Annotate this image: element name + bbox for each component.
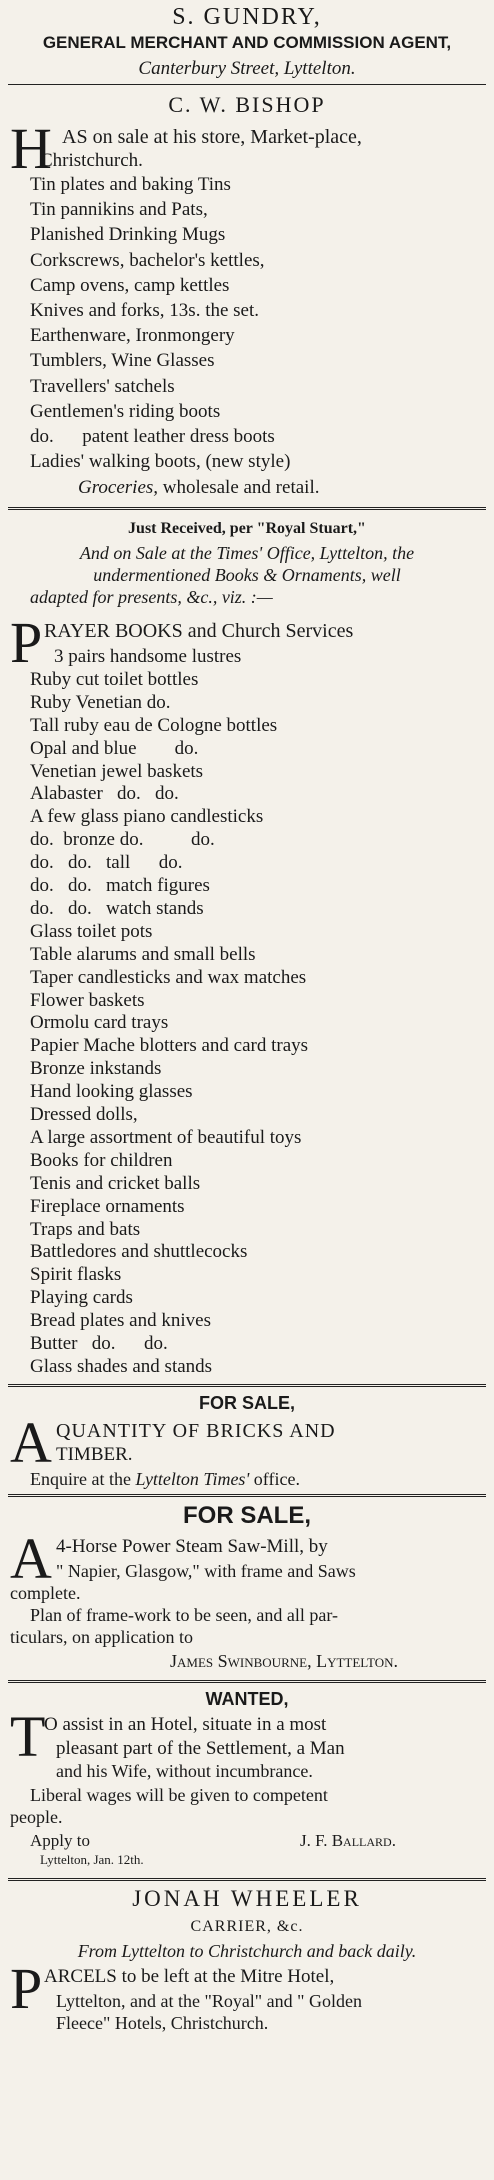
bricks-heading: FOR SALE, — [198, 1393, 295, 1413]
bishop-groceries — [78, 477, 319, 499]
list-item: Camp ovens, camp kettles — [30, 274, 230, 296]
sawmill-line-3: complete. — [10, 1583, 81, 1603]
list-item: Planished Drinking Mugs — [30, 224, 226, 246]
list-item: Knives and forks, 13s. the set. — [30, 300, 260, 321]
divider — [8, 1494, 486, 1497]
list-item: Traps and bats — [30, 1218, 141, 1240]
list-item: Gentlemen's riding boots — [30, 400, 221, 422]
list-item: Table alarums and small bells — [30, 943, 256, 965]
list-item: Tenis and cricket balls — [30, 1172, 201, 1194]
list-item: Books for children — [30, 1149, 173, 1171]
divider — [8, 1680, 486, 1683]
wheeler-route: From Lyttelton to Christchurch and back daily. — [77, 1941, 417, 1961]
list-item: do. do. watch stands — [30, 897, 204, 919]
bricks-line-1: QUANTITY OF BRICKS AND — [56, 1420, 336, 1442]
list-item: Tin pannikins and Pats, — [30, 199, 208, 221]
groceries-rest: wholesale and retail. — [158, 477, 320, 498]
enquire-post: office. — [249, 1469, 300, 1489]
groceries-italic: Groceries, — [78, 477, 159, 498]
sawmill-line-4: Plan of frame-work to be seen, and all par- — [30, 1605, 339, 1625]
list-item: Dressed dolls, — [30, 1104, 138, 1125]
list-item: Ruby Venetian do. — [30, 691, 171, 713]
royal-stuart-intro-1: And on Sale at the Times' Office, Lyttelton, the — [79, 543, 415, 563]
list-item: Taper candlesticks and wax matches — [30, 966, 307, 988]
list-item: Flower baskets — [30, 989, 145, 1011]
list-item: Bronze inkstands — [30, 1058, 162, 1080]
list-item: Butter do. do. — [30, 1333, 168, 1354]
wanted-line-2: pleasant part of the Settlement, a Man — [56, 1738, 345, 1759]
wanted-line-4: Liberal wages will be given to competent — [30, 1785, 328, 1805]
list-item: A large assortment of beautiful toys — [30, 1126, 302, 1148]
list-item: Glass shades and stands — [30, 1355, 213, 1377]
list-item: Bread plates and knives — [30, 1310, 211, 1332]
wanted-signature: J. F. Ballard. — [300, 1831, 396, 1850]
list-item: Opal and blue do. — [30, 737, 199, 759]
divider — [8, 1878, 486, 1881]
royal-stuart-intro-2: undermentioned Books & Ornaments, well — [93, 565, 401, 585]
list-item: Tin plates and baking Tins — [30, 174, 231, 195]
bricks-enquire — [30, 1468, 300, 1490]
list-item: Alabaster do. do. — [30, 783, 179, 805]
list-item: do. do. tall do. — [30, 852, 183, 874]
wheeler-line-3: Fleece" Hotels, Christchurch. — [56, 2013, 269, 2033]
divider — [8, 1384, 486, 1387]
list-item: do. patent leather dress boots — [30, 426, 275, 447]
list-item: Ormolu card trays — [30, 1012, 169, 1034]
bishop-lead-2: Christchurch. — [40, 150, 143, 171]
list-item: 3 pairs handsome lustres — [54, 646, 242, 667]
wanted-date: Lyttelton, Jan. 12th. — [40, 1852, 144, 1867]
list-item: Ladies' walking boots, (new style) — [30, 451, 291, 473]
bricks-line-2: TIMBER. — [56, 1444, 133, 1465]
list-item: Earthenware, Ironmongery — [30, 325, 235, 347]
gundry-name: S. GUNDRY, — [172, 4, 322, 30]
wanted-line-3: and his Wife, without incumbrance. — [56, 1761, 313, 1781]
sawmill-dropcap: A — [10, 1526, 52, 1591]
list-item: Hand looking glasses — [30, 1081, 193, 1103]
wheeler-line-2: Lyttelton, and at the "Royal" and " Golden — [56, 1991, 362, 2011]
royal-stuart-intro-3: adapted for presents, &c., viz. :— — [30, 587, 273, 607]
list-item: Papier Mache blotters and card trays — [30, 1035, 309, 1057]
royal-stuart-lead: RAYER BOOKS and Church Services — [44, 620, 354, 642]
list-item: A few glass piano candlesticks — [30, 806, 264, 828]
royal-stuart-dropcap: P — [10, 610, 43, 675]
wheeler-name: JONAH WHEELER — [132, 1886, 362, 1911]
divider — [8, 507, 486, 510]
bishop-lead-1: AS on sale at his store, Market-place, — [62, 126, 362, 148]
list-item: Venetian jewel baskets — [30, 760, 204, 782]
list-item: Tall ruby eau de Cologne bottles — [30, 714, 278, 736]
list-item: Spirit flasks — [30, 1264, 122, 1286]
enquire-italic: Lyttelton Times' — [135, 1469, 250, 1489]
list-item: Corkscrews, bachelor's kettles, — [30, 249, 265, 271]
sawmill-signature: James Swinbourne, Lyttelton. — [170, 1651, 399, 1671]
wanted-dropcap: T — [10, 1704, 46, 1769]
wheeler-title: CARRIER, &c. — [190, 1918, 304, 1935]
sawmill-line-1: 4-Horse Power Steam Saw-Mill, by — [56, 1536, 328, 1557]
gundry-title: GENERAL MERCHANT AND COMMISSION AGENT, — [42, 33, 452, 52]
wanted-line-1: O assist in an Hotel, situate in a most — [44, 1714, 327, 1735]
list-item: Tumblers, Wine Glasses — [30, 350, 215, 372]
wanted-line-5: people. — [10, 1807, 63, 1827]
wanted-heading: WANTED, — [205, 1689, 289, 1709]
sawmill-heading: FOR SALE, — [182, 1502, 311, 1529]
bishop-dropcap: H — [10, 116, 52, 181]
sawmill-line-5: ticulars, on application to — [10, 1627, 193, 1647]
enquire-pre: Enquire at the — [30, 1469, 136, 1489]
list-item: Playing cards — [30, 1287, 133, 1309]
list-item: do. bronze do. do. — [30, 829, 215, 851]
list-item: Glass toilet pots — [30, 920, 153, 942]
wheeler-dropcap: P — [10, 1956, 43, 2021]
royal-stuart-heading: Just Received, per "Royal Stuart," — [128, 520, 366, 537]
list-item: Battledores and shuttlecocks — [30, 1241, 248, 1263]
divider — [8, 84, 486, 85]
list-item: do. do. match figures — [30, 875, 210, 896]
list-item: Ruby cut toilet bottles — [30, 668, 199, 690]
gundry-address: Canterbury Street, Lyttelton. — [138, 58, 356, 79]
sawmill-line-2: " Napier, Glasgow," with frame and Saws — [56, 1561, 356, 1581]
bricks-dropcap: A — [10, 1410, 52, 1475]
bishop-name: C. W. BISHOP — [168, 92, 326, 117]
wheeler-line-1: ARCELS to be left at the Mitre Hotel, — [44, 1966, 335, 1987]
list-item: Fireplace ornaments — [30, 1195, 185, 1217]
list-item: Travellers' satchels — [30, 375, 175, 397]
wanted-apply: Apply to — [30, 1831, 90, 1850]
